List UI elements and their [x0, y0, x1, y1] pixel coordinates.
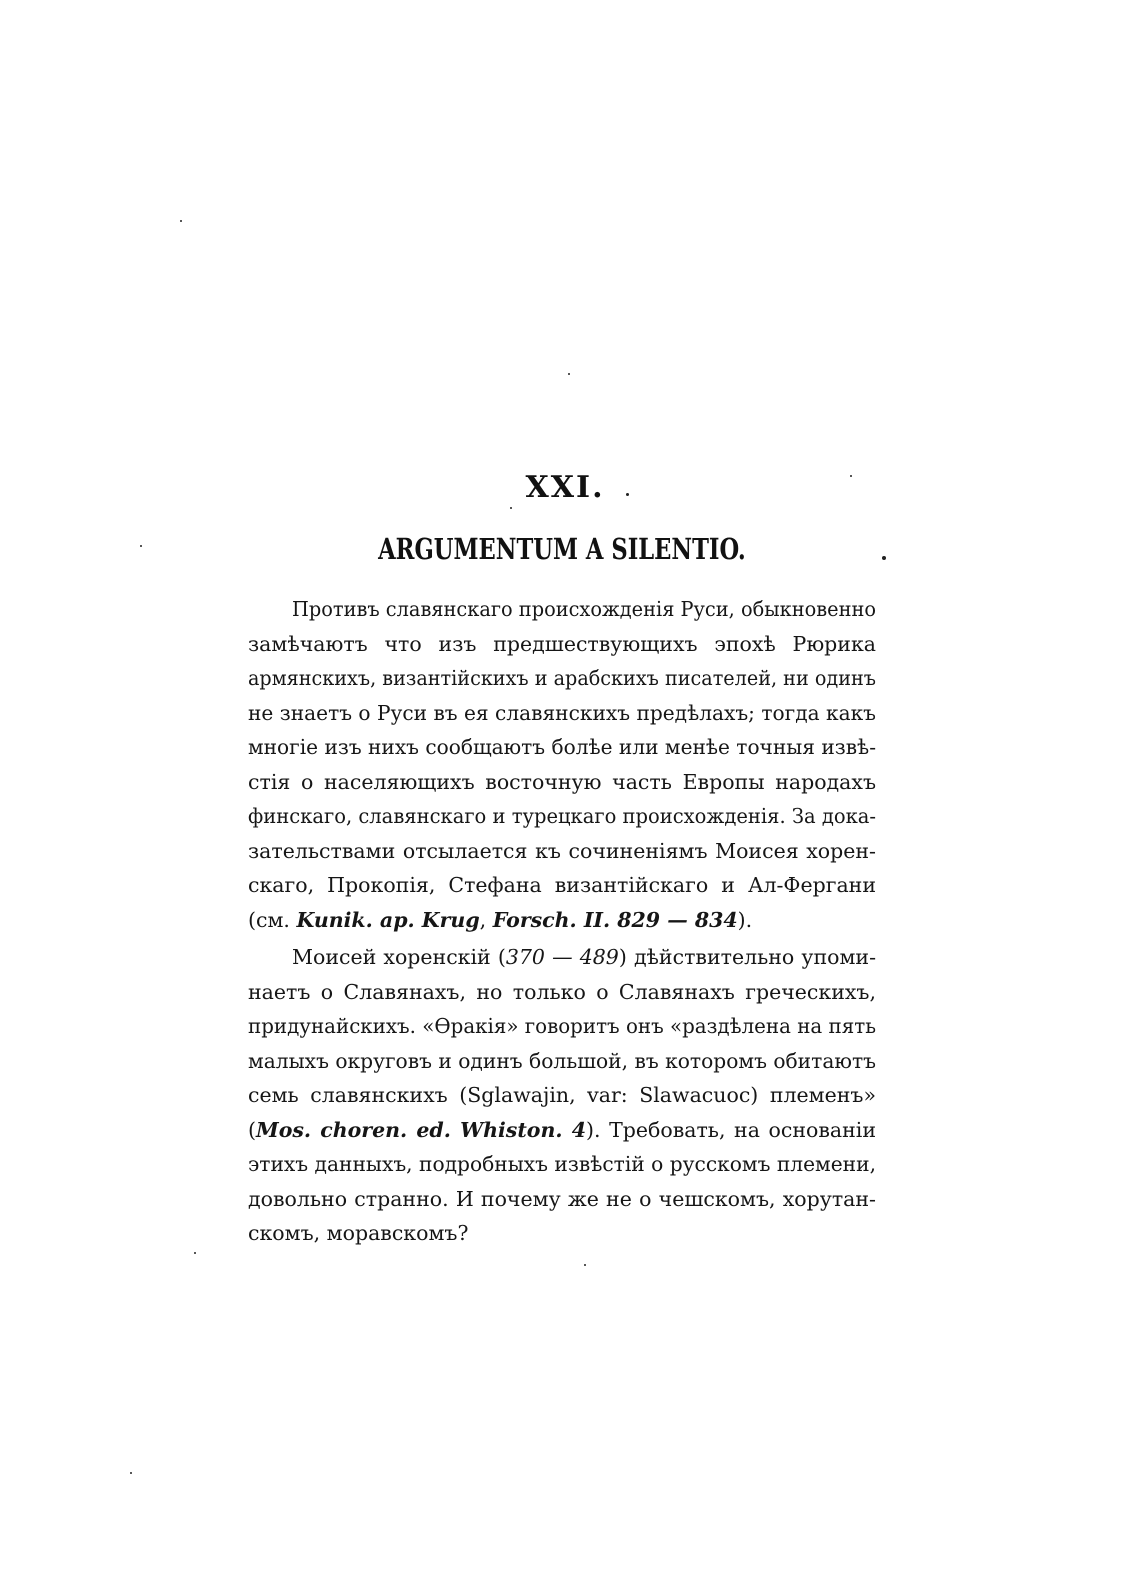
citation-close: ). — [737, 907, 753, 932]
citation-line — [248, 903, 876, 938]
scan-speck — [180, 220, 182, 222]
citation-open: (см. — [248, 907, 297, 932]
text-line: финскаго, славянскаго и турецкаго происхожденія. За дока- — [248, 804, 876, 828]
text-line: семь славянскихъ (Sglawajin, var: Slawacuoc) племенъ» — [248, 1083, 876, 1107]
text-line: довольно странно. И почему же не о чешскомъ, хорутан- — [248, 1186, 876, 1211]
citation-separator: , — [479, 907, 493, 932]
chapter-title: ARGUMENTUM A SILENTIO. — [378, 532, 746, 566]
text-line — [248, 1113, 876, 1148]
text-segment: Моисей хоренскій ( — [292, 945, 506, 969]
text-line: малыхъ округовъ и одинъ большой, въ которомъ обитаютъ — [248, 1048, 876, 1073]
text-line: стія о населяющихъ восточную часть Европы народахъ — [248, 769, 876, 794]
text-line: придунайскихъ. «Ѳракія» говоритъ онъ «раздѣлена на пять — [248, 1014, 876, 1038]
text-segment: ). Требовать, на основаніи — [586, 1117, 876, 1142]
text-segment: ) дѣйствительно упоми- — [618, 945, 876, 969]
text-line: не знаетъ о Руси въ ея славянскихъ предѣлахъ; тогда какъ — [248, 700, 876, 725]
paragraph-1 — [248, 592, 876, 937]
chapter-body — [248, 592, 876, 1254]
text-line: многіе изъ нихъ сообщаютъ болѣе или менѣе точныя извѣ- — [248, 735, 876, 759]
citation-work: Forsch. II. 829 — 834 — [492, 907, 738, 932]
text-line: наетъ о Славянахъ, но только о Славянахъ греческихъ, — [248, 979, 876, 1004]
text-line: этихъ данныхъ, подробныхъ извѣстій о русскомъ племени, — [248, 1152, 876, 1176]
text-line: зательствами отсылается къ сочиненіямъ Моисея хорен- — [248, 838, 876, 863]
paragraph-2 — [248, 940, 876, 1251]
text-line — [248, 940, 876, 975]
scan-speck — [584, 1264, 586, 1266]
scan-speck — [194, 1252, 196, 1254]
chapter-number: XXI. — [525, 470, 605, 505]
scan-speck — [568, 373, 570, 375]
text-line: Противъ славянскаго происхожденія Руси, обыкновенно — [292, 597, 876, 621]
citation-author: Kunik. ap. Krug — [296, 907, 480, 932]
scan-speck — [130, 1472, 132, 1474]
scan-speck — [510, 507, 512, 509]
dates: 370 — 489 — [505, 945, 619, 969]
reference-open: ( — [248, 1117, 256, 1142]
text-line: скомъ, моравскомъ? — [248, 1221, 469, 1245]
text-line: замѣчаютъ что изъ предшествующихъ эпохѣ Рюрика — [248, 631, 876, 656]
text-line: скаго, Прокопія, Стефана византійскаго и Ал-Фергани — [248, 873, 876, 897]
text-line: армянскихъ, византійскихъ и арабскихъ писателей, ни одинъ — [248, 666, 876, 690]
reference: Mos. choren. ed. Whiston. 4 — [256, 1117, 586, 1142]
